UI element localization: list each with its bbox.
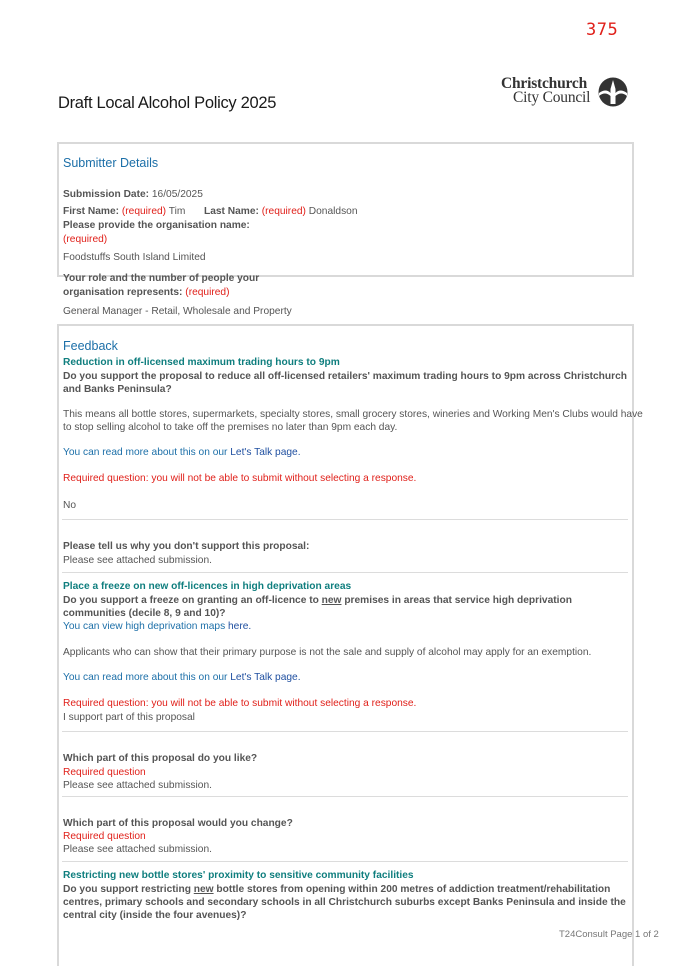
org-name-label: Please provide the organisation name: (63, 220, 250, 231)
q2-change-answer: Please see attached submission. (63, 844, 212, 855)
q2-like-answer: Please see attached submission. (63, 780, 212, 791)
q2-read-more (63, 671, 301, 684)
q3-question-new: new (193, 884, 214, 895)
role-required: (required) (185, 287, 230, 298)
q3-question-text-b: bottle stores from opening within 200 metres of addiction treatment/rehabilitation (213, 884, 611, 895)
submission-date-row (63, 188, 203, 201)
q2-maps-text: You can view high deprivation maps (63, 621, 228, 632)
role-label-text: organisation represents: (63, 287, 183, 298)
divider (62, 796, 628, 797)
q1-answer: No (63, 500, 77, 511)
q2-like-label: Which part of this proposal do you like? (63, 753, 258, 764)
page-number: 375 (586, 20, 619, 40)
org-name-value: Foodstuffs South Island Limited (63, 252, 206, 263)
first-name-label: First Name: (63, 206, 120, 217)
q1-read-more-text: You can read more about this on our (63, 447, 231, 458)
role-label-line-2 (63, 286, 229, 299)
q2-change-required: Required question (63, 831, 146, 842)
last-name-row (204, 205, 358, 218)
q3-question-line-2: centres, primary schools and secondary schools in all Christchurch suburbs except Banks Peninsula and inside the (63, 897, 626, 908)
q2-maps (63, 620, 251, 633)
q1-lets-talk-link[interactable]: Let's Talk page. (230, 447, 301, 458)
last-name-required: (required) (261, 206, 306, 217)
q1-question-line-2: and Banks Peninsula? (63, 384, 172, 395)
q3-question-line-1 (63, 883, 610, 896)
first-name-row (63, 205, 185, 218)
logo-line-1: Christchurch (501, 75, 588, 92)
q1-why-label: Please tell us why you don't support this proposal: (63, 541, 310, 552)
last-name-label: Last Name: (204, 206, 259, 217)
q2-required-note: Required question: you will not be able to submit without selecting a response. (63, 698, 417, 709)
q1-required-note: Required question: you will not be able to submit without selecting a response. (63, 473, 417, 484)
q2-title: Place a freeze on new off-licences in high deprivation areas (63, 581, 352, 592)
org-name-required: (required) (63, 234, 108, 245)
divider (62, 572, 628, 573)
q1-why-answer: Please see attached submission. (63, 555, 212, 566)
logo-line-2: City Council (513, 89, 591, 106)
q2-answer: I support part of this proposal (63, 712, 195, 723)
submission-date-value: 16/05/2025 (151, 189, 203, 200)
submitter-heading: Submitter Details (63, 156, 159, 170)
q2-question-text-b: premises in areas that service high deprivation (341, 595, 572, 606)
q2-lets-talk-link[interactable]: Let's Talk page. (230, 672, 301, 683)
last-name-value: Donaldson (308, 206, 358, 217)
divider (62, 731, 628, 732)
divider (62, 861, 628, 862)
feedback-heading: Feedback (63, 339, 118, 353)
q2-question-line-2: communities (decile 8, 9 and 10)? (63, 608, 226, 619)
q2-question-text-a: Do you support a freeze on granting an off-licence to (63, 595, 322, 606)
page-title: Draft Local Alcohol Policy 2025 (58, 94, 277, 112)
cathedral-icon (597, 76, 629, 107)
q2-maps-link[interactable]: here. (228, 621, 252, 632)
q1-title: Reduction in off-licensed maximum trading hours to 9pm (63, 357, 340, 368)
q2-read-more-text: You can read more about this on our (63, 672, 231, 683)
q2-body: Applicants who can show that their primary purpose is not the sale and supply of alcohol may apply for an exemption. (63, 647, 592, 658)
page-footer: T24Consult Page 1 of 2 (559, 929, 659, 940)
q1-body-line-1: This means all bottle stores, supermarkets, specialty stores, small grocery stores, wineries and Working Men's Clubs would have (63, 409, 643, 420)
q2-like-required: Required question (63, 767, 146, 778)
submission-date-label: Submission Date: (63, 189, 150, 200)
q2-question-new: new (321, 595, 342, 606)
role-label-line-1: Your role and the number of people your (63, 273, 260, 284)
q2-change-label: Which part of this proposal would you change? (63, 818, 293, 829)
role-value: General Manager - Retail, Wholesale and Property (63, 306, 292, 317)
q2-question-line-1 (63, 594, 572, 607)
q1-question-line-1: Do you support the proposal to reduce all off-licensed retailers' maximum trading hours to 9pm across Christchurch (63, 371, 627, 382)
q3-question-text-a: Do you support restricting (63, 884, 194, 895)
divider (62, 519, 628, 520)
q3-title: Restricting new bottle stores' proximity to sensitive community facilities (63, 870, 414, 881)
q1-body-line-2: to stop selling alcohol to take off the premises no later than 9pm each day. (63, 422, 398, 433)
q3-question-line-3: central city (inside the four avenues)? (63, 910, 247, 921)
first-name-value: Tim (168, 206, 186, 217)
council-logo (500, 75, 630, 109)
first-name-required: (required) (121, 206, 167, 217)
q1-read-more (63, 446, 301, 459)
